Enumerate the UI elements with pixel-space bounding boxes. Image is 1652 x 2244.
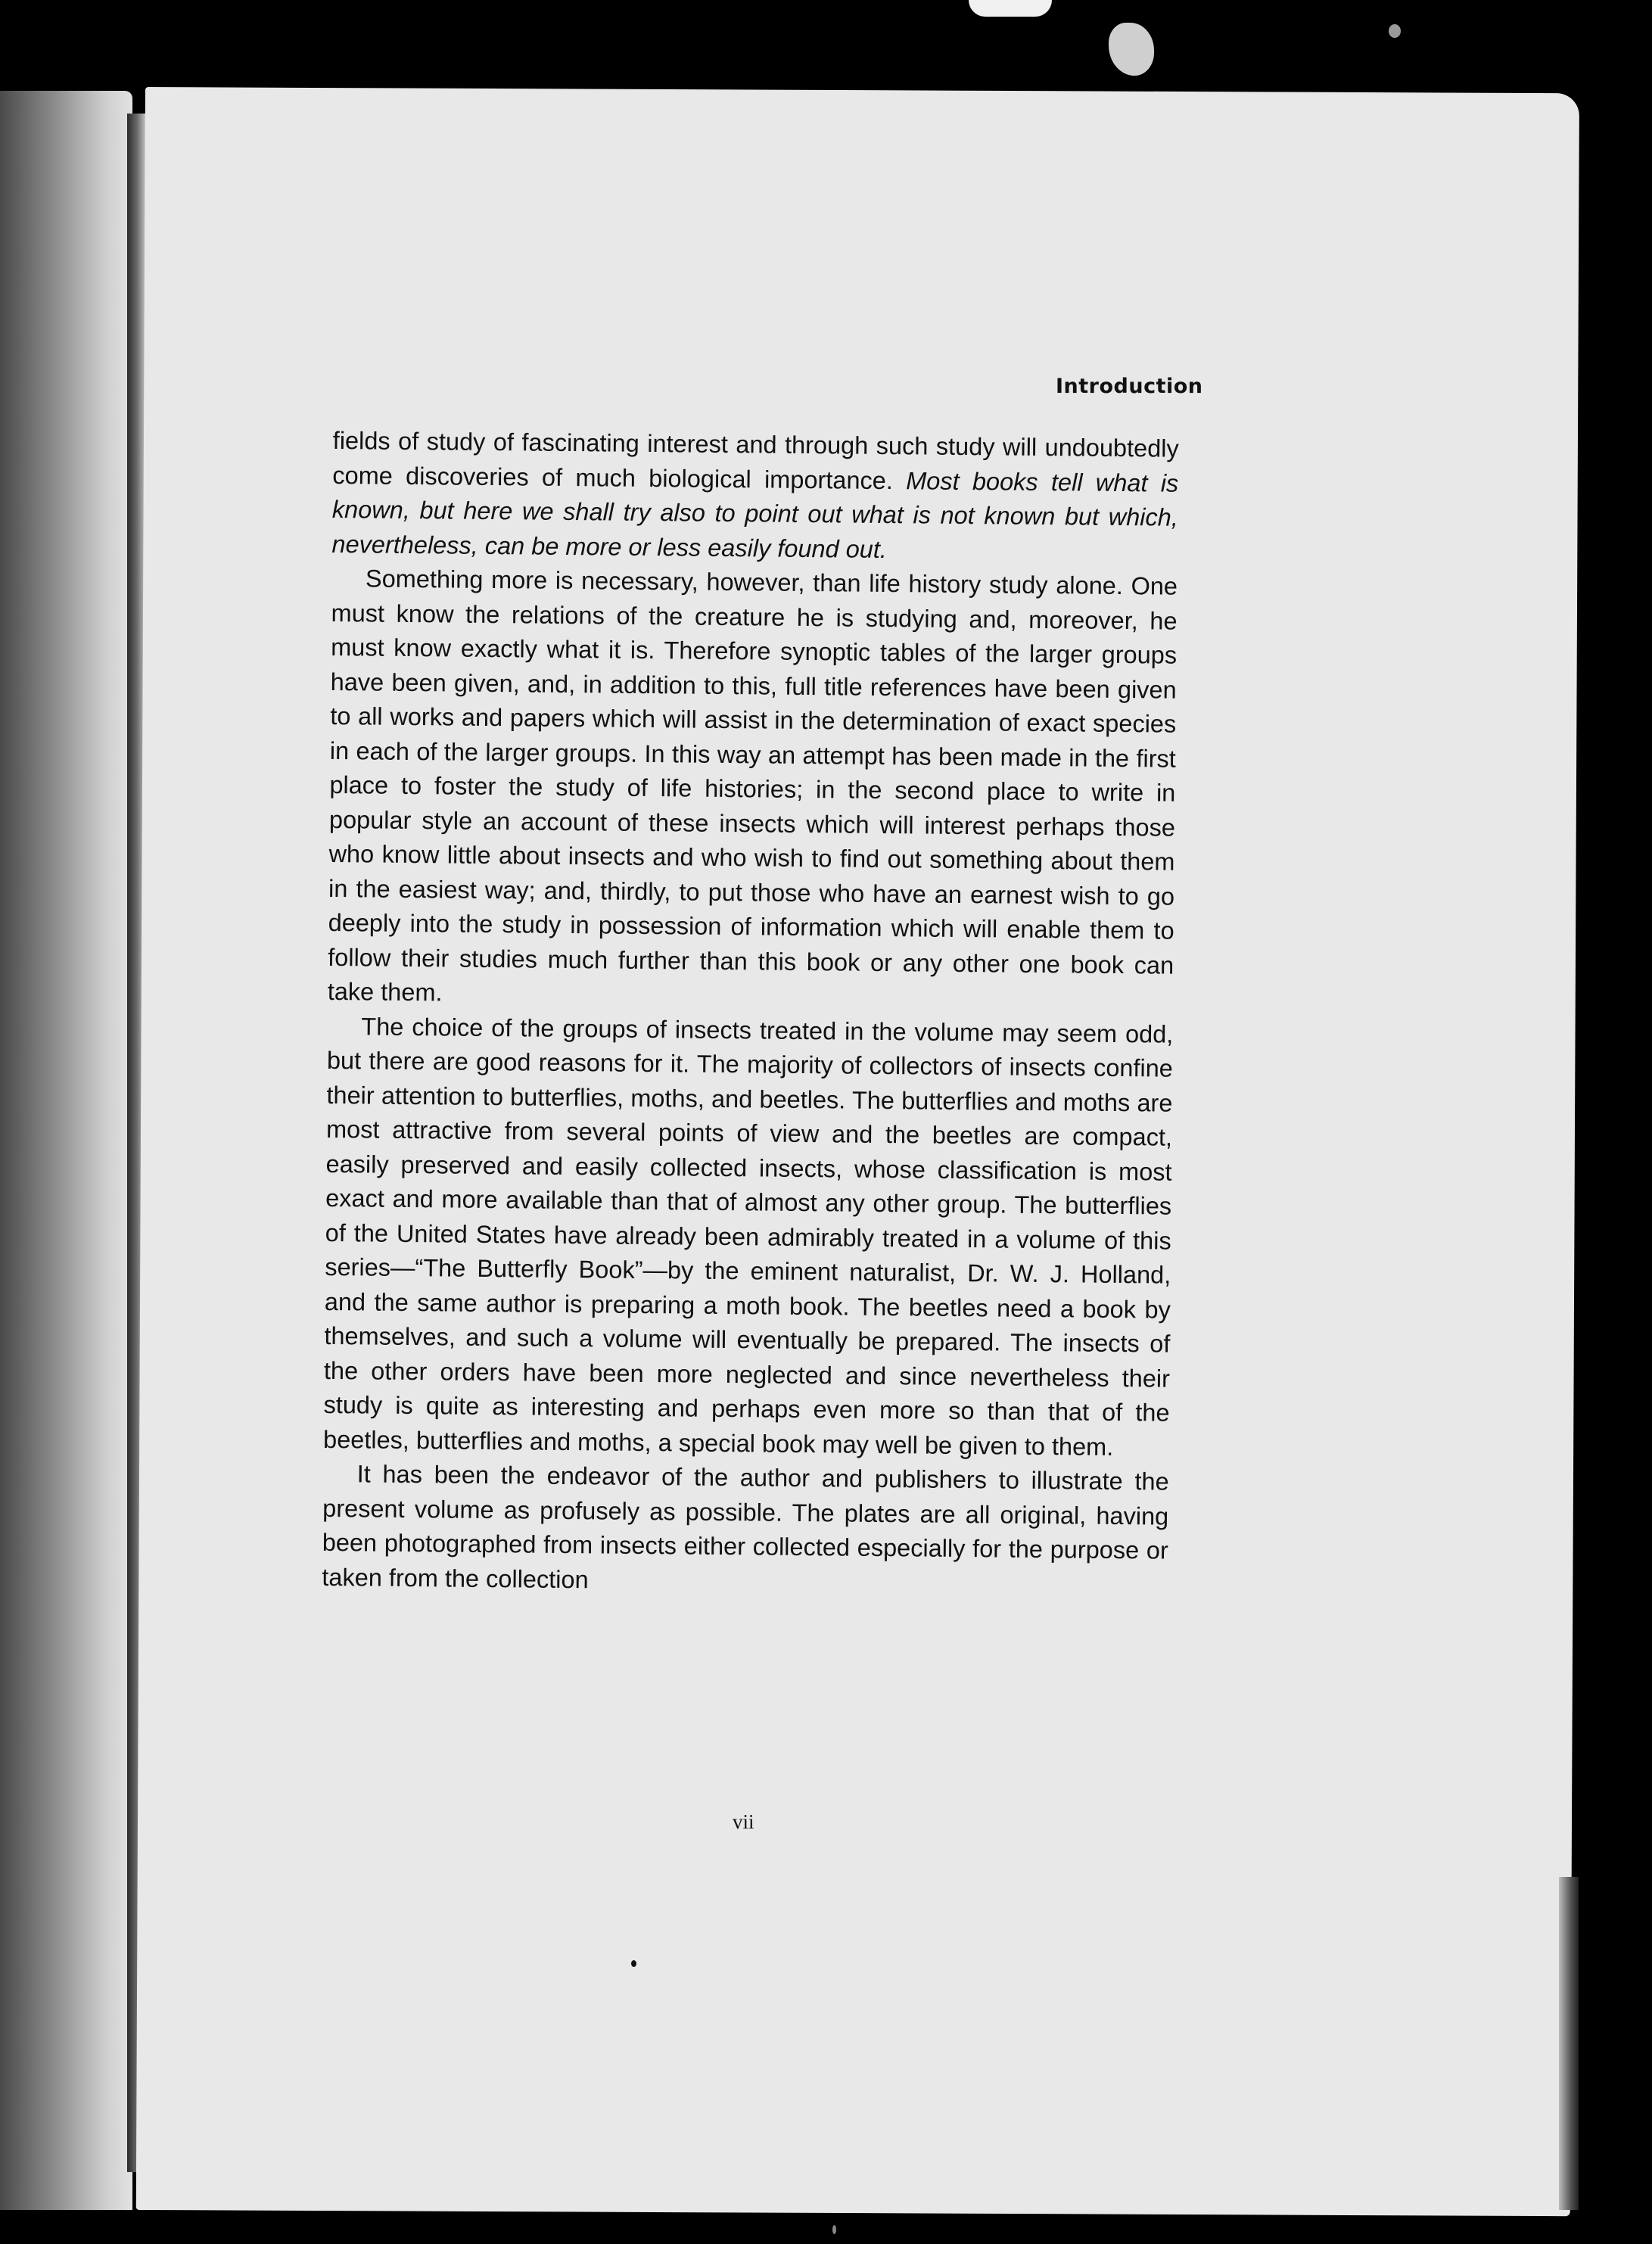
scan-speck — [1389, 24, 1401, 38]
paragraph-3: The choice of the groups of insects treated in the volume may seem odd, but there are good reasons for it. The majority of collectors of insects confine their attention to butterflies, moths, and beetles. The butterflies and moths are most attractive from several points of view and the beetles are compact, easily preserved and easily collected insects, whose classification is most exact and more available than that of almost any other group. The butterflies of the United States have already been admirably treated in a volume of this series—“The Butterfly Book”—by the eminent naturalist, Dr. W. J. Holland, and the same author is preparing a moth book. The beetles need a book by themselves, and such a volume will eventually be prepared. The insects of the other orders have been more neglected and since nevertheless their study is quite as interesting and perhaps even more so than that of the beetles, butterflies and moths, a special book may well be given to them. — [322, 1012, 1174, 1461]
scan-debris-top — [969, 0, 1052, 17]
paragraph-4: It has been the endeavor of the author and publishers to illustrate the present volume as profusely as possible. The plates are all original, having been photographed from insects either collected especially for the purpose or taken from the collection — [322, 1460, 1169, 1593]
page-edge-shadow — [1559, 1877, 1579, 2210]
paragraph-1-text: fields of study of fascinating interest and through such study will undoubtedly come discoveries of much biological importance. — [332, 426, 1179, 494]
facing-page-edge — [0, 91, 132, 2210]
running-head: Introduction — [1056, 375, 1203, 398]
paragraph-1-italic-text: Most books tell what is known, but here we shall try also to point out what is not known but which, nevertheless, can be more or less easily found out. — [331, 466, 1179, 563]
paragraph-2: Something more is necessary, however, than life history study alone. One must know the relations of the creature he is studying and, moreover, he must know exactly what it is. Therefore synoptic tables of the larger groups have been given, and, in addition to this, full title references have been given to all works and papers which will assist in the determination of exact species in each of the larger groups. In this way an attempt has been made in the first place to foster the study of life histories; in the second place to write in popular style an account of these insects which will interest perhaps those who know little about insects and who wish to find out something about them in the easiest way; and, thirdly, to put those who have an earnest wish to go deeply into the study in possession of information which will enable them to follow their studies much further than this book or any other one book can take them. — [327, 565, 1178, 1007]
ink-dot — [631, 1960, 636, 1967]
scan-debris-speck — [1109, 23, 1154, 76]
paragraph-1 — [331, 424, 1179, 570]
ink-dot — [832, 2225, 836, 2234]
page-number: vii — [733, 1810, 754, 1833]
body-text — [322, 424, 1179, 1603]
